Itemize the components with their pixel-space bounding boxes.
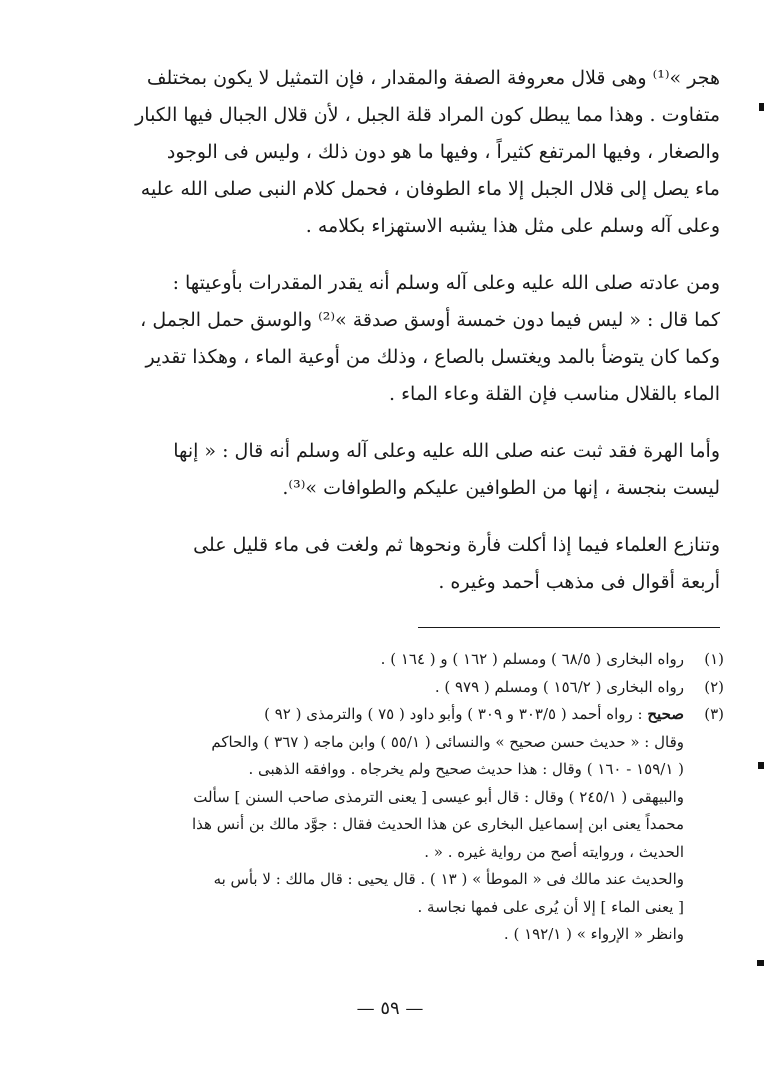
footnote-text: محمداً يعنى ابن إسماعيل البخارى عن هذا الحديث فقال : جوَّد مالك بن أنس هذا bbox=[191, 815, 684, 833]
footnote-text: [ يعنى الماء ] إلا أن يُرى على فمها نجاسة . bbox=[417, 897, 684, 916]
footnote-grade: صحيح bbox=[647, 705, 684, 723]
footnote-3-continuation bbox=[92, 921, 724, 949]
footnote-3 bbox=[92, 701, 724, 729]
text-line: وتنازع العلماء فيما إذا أكلت فأرة ونحوها ثم ولغت فى ماء قليل على bbox=[193, 534, 720, 556]
footnote-number: (١) bbox=[704, 650, 724, 668]
margin-mark bbox=[759, 103, 764, 111]
footnote-text: الحديث ، وروايته أصح من رواية غيره . « . bbox=[424, 842, 684, 861]
footnote-text: : رواه أحمد ( ٣٠٣/٥ و ٣٠٩ ) وأبو داود ( ٧٥ ) والترمذى ( ٩٢ ) bbox=[264, 705, 643, 723]
paragraph-2 bbox=[96, 265, 720, 413]
footnote-3-continuation bbox=[92, 756, 724, 784]
footnote-1 bbox=[92, 646, 724, 674]
text-line: ماء يصل إلى قلال الجبل إلا ماء الطوفان ، فحمل كلام النبى صلى الله عليه bbox=[140, 178, 720, 200]
footnote-text: رواه البخارى ( ٦٨/٥ ) ومسلم ( ١٦٢ ) و ( ١٦٤ ) . bbox=[380, 650, 684, 668]
text-line: والصغار ، وفيها المرتفع كثيراً ، وفيها ما هو دون ذلك ، وليس فى الوجود bbox=[166, 141, 720, 163]
footnote-text: ( ١٥٩/١ - ١٦٠ ) وقال : هذا حديث صحيح ولم يخرجاه . ووافقه الذهبى . bbox=[248, 760, 684, 778]
text-line: وعلى آله وسلم على مثل هذا يشبه الاستهزاء بكلامه . bbox=[305, 215, 720, 237]
text-line: أربعة أقوال فى مذهب أحمد وغيره . bbox=[438, 571, 720, 593]
page-number: — ٥٩ — bbox=[356, 998, 424, 1019]
margin-mark bbox=[758, 762, 764, 769]
margin-mark bbox=[757, 960, 764, 966]
footnote-3-continuation bbox=[92, 866, 724, 894]
footnote-number: (٣) bbox=[704, 705, 724, 723]
footnote-text: رواه البخارى ( ١٥٦/٢ ) ومسلم ( ٩٧٩ ) . bbox=[434, 677, 684, 696]
footnote-3-continuation bbox=[92, 839, 724, 867]
footnote-3-continuation bbox=[92, 784, 724, 812]
text-line: الماء بالقلال مناسب فإن القلة وعاء الماء . bbox=[389, 383, 720, 405]
text-line: متفاوت . وهذا مما يبطل كون المراد قلة الجبل ، لأن قلال الجبال فيها الكبار bbox=[135, 104, 720, 126]
footnote-3-continuation bbox=[92, 811, 724, 839]
footnote-text: وانظر « الإرواء » ( ١٩٢/١ ) . bbox=[503, 925, 684, 943]
text-line: ومن عادته صلى الله عليه وعلى آله وسلم أنه يقدر المقدرات بأوعيتها : bbox=[172, 272, 720, 294]
footnote-3-continuation bbox=[92, 729, 724, 757]
footnote-number: (٢) bbox=[704, 677, 724, 696]
text-line: هجر »⁽¹⁾ وهى قلال معروفة الصفة والمقدار ، فإن التمثيل لا يكون بمختلف bbox=[146, 67, 720, 89]
footnote-text: والحديث عند مالك فى « الموطأ » ( ١٣ ) . قال يحيى : قال مالك : لا بأس به bbox=[213, 870, 684, 888]
footnote-3-continuation bbox=[92, 894, 724, 922]
footnotes bbox=[92, 646, 724, 949]
footnote-text: وقال : « حديث حسن صحيح » والنسائى ( ٥٥/١ ) وابن ماجه ( ٣٦٧ ) والحاكم bbox=[211, 732, 684, 751]
text-line: وكما كان يتوضأ بالمد ويغتسل بالصاع ، وذلك من أوعية الماء ، وهكذا تقدير bbox=[145, 346, 720, 368]
paragraph-4 bbox=[96, 527, 720, 601]
text-line: كما قال : « ليس فيما دون خمسة أوسق صدقة »⁽²⁾ والوسق حمل الجمل ، bbox=[140, 309, 720, 331]
paragraph-1 bbox=[96, 60, 720, 245]
text-line: وأما الهرة فقد ثبت عنه صلى الله عليه وعلى آله وسلم أنه قال : « إنها bbox=[173, 440, 720, 462]
footnote-2 bbox=[92, 674, 724, 702]
footnote-divider bbox=[418, 627, 720, 628]
text-line: ليست بنجسة ، إنها من الطوافين عليكم والطوافات »⁽³⁾. bbox=[282, 477, 720, 499]
footnote-text: والبيهقى ( ٢٤٥/١ ) وقال : قال أبو عيسى [ يعنى الترمذى صاحب السنن ] سألت bbox=[193, 787, 684, 806]
paragraph-3 bbox=[96, 433, 720, 507]
